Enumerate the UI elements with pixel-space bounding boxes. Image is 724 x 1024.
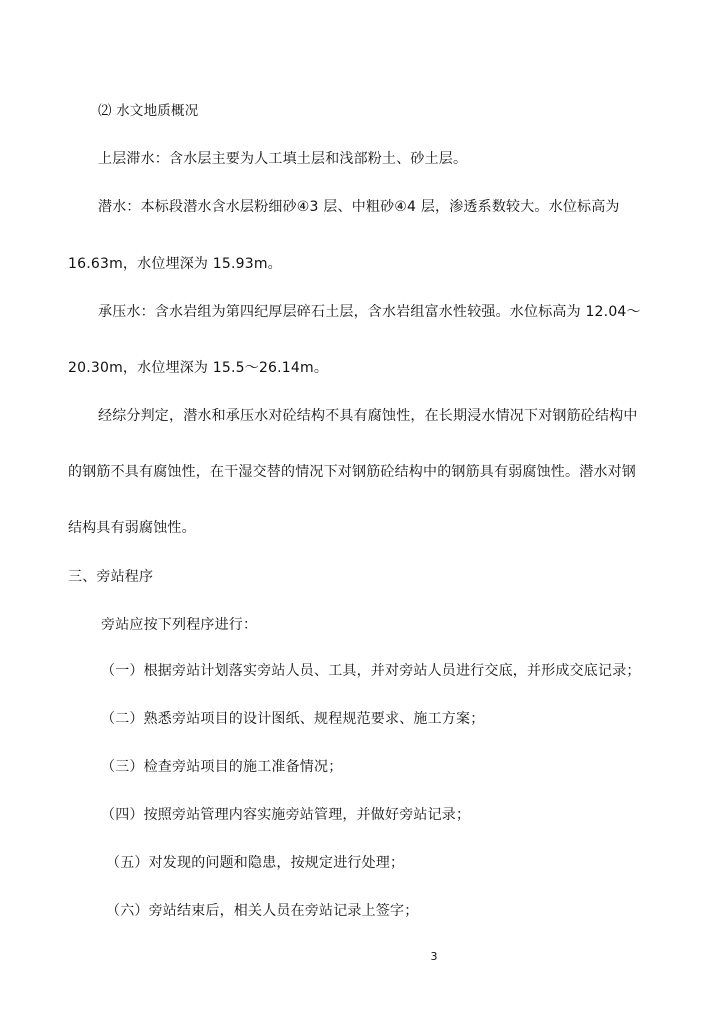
paragraph-corrosion-line-1: 经综分判定，潜水和承压水对砼结构不具有腐蚀性，在长期浸水情况下对钢筋砼结构中 [98, 408, 638, 424]
procedure-step: （一）根据旁站计划落实旁站人员、工具，并对旁站人员进行交底，并形成交底记录； [101, 663, 641, 679]
paragraph-corrosion-line-3: 结构具有弱腐蚀性。 [68, 520, 196, 536]
paragraph-confined-water-line-2: 20.30m，水位埋深为 15.5～26.14m。 [68, 360, 329, 376]
procedure-step: （四）按照旁站管理内容实施旁站管理，并做好旁站记录； [101, 807, 471, 823]
procedure-step: （三）检查旁站项目的施工准备情况； [101, 759, 343, 775]
procedure-intro: 旁站应按下列程序进行： [101, 617, 258, 633]
procedure-step: （二）熟悉旁站项目的设计图纸、规程规范要求、施工方案； [101, 711, 485, 727]
page-number: 3 [430, 950, 438, 963]
procedure-step: （六）旁站结束后，相关人员在旁站记录上签字； [106, 903, 419, 919]
section-3-heading: 三、旁站程序 [68, 569, 154, 585]
paragraph-phreatic-water-line-1: 潜水：本标段潜水含水层粉细砂④3 层、中粗砂④4 层，渗透系数较大。水位标高为 [98, 199, 620, 215]
paragraph-confined-water-line-1: 承压水：含水岩组为第四纪厚层碎石土层，含水岩组富水性较强。水位标高为 12.04～ [98, 304, 641, 320]
procedure-step: （五）对发现的问题和隐患，按规定进行处理； [106, 855, 405, 871]
paragraph-perched-water: 上层滞水：含水层主要为人工填土层和浅部粉土、砂土层。 [98, 151, 468, 167]
section-2-heading: ⑵ 水文地质概况 [98, 103, 199, 119]
paragraph-phreatic-water-line-2: 16.63m，水位埋深为 15.93m。 [68, 256, 282, 272]
paragraph-corrosion-line-2: 的钢筋不具有腐蚀性，在干湿交替的情况下对钢筋砼结构中的钢筋具有弱腐蚀性。潜水对钢 [68, 464, 636, 480]
